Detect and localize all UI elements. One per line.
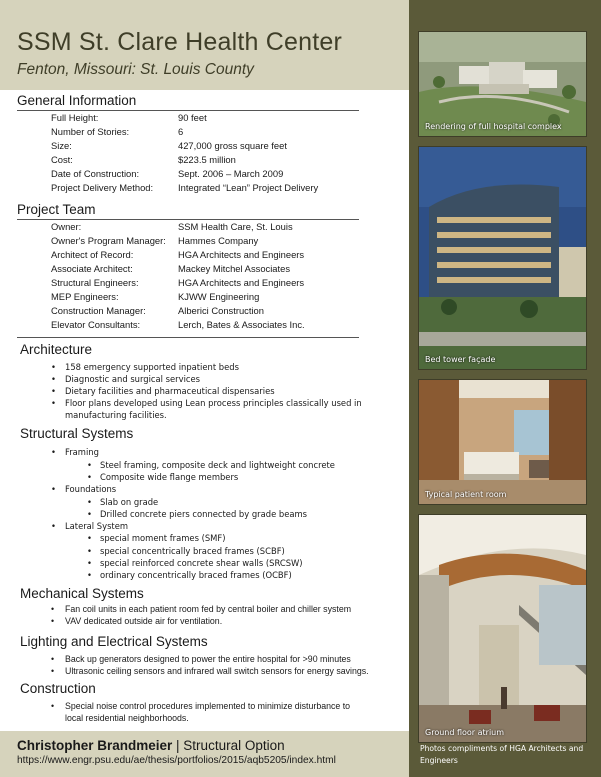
bullet-icon: •	[51, 701, 55, 711]
general-value: 90 feet	[178, 112, 207, 123]
team-row	[0, 319, 409, 333]
general-value: Integrated “Lean” Project Delivery	[178, 182, 319, 193]
lateral-item	[87, 557, 303, 569]
team-value: Mackey Mitchel Associates	[178, 263, 291, 274]
team-row	[0, 249, 409, 263]
framing-group	[51, 446, 99, 458]
team-row	[0, 263, 409, 277]
general-info-rule	[17, 110, 359, 111]
architecture-item-text: Floor plans developed using Lean process principles classically used in	[65, 398, 362, 408]
general-label: Project Delivery Method:	[51, 182, 154, 193]
foundation-item	[87, 508, 308, 520]
bullet-icon: •	[87, 570, 92, 580]
bullet-icon: •	[51, 616, 55, 626]
team-label: Associate Architect:	[51, 263, 133, 274]
bullet-icon: •	[51, 398, 56, 408]
bullet-icon: •	[51, 447, 56, 457]
rendering-caption: Rendering of full hospital complex	[425, 122, 562, 131]
lateral-label: Lateral System	[65, 521, 129, 531]
lateral-item-text: ordinary concentrically braced frames (OCBF)	[100, 570, 292, 580]
team-row	[0, 277, 409, 291]
bullet-icon: •	[51, 521, 56, 531]
tower-caption: Bed tower façade	[425, 355, 496, 364]
mechanical-item	[51, 615, 223, 627]
lateral-item	[87, 569, 292, 581]
photo-patient-room	[418, 379, 587, 505]
bullet-icon: •	[87, 533, 92, 543]
team-label: Owner:	[51, 221, 82, 232]
mechanical-item-text: VAV dedicated outside air for ventilation.	[65, 616, 223, 626]
lateral-item-text: special moment frames (SMF)	[100, 533, 226, 543]
framing-item	[87, 459, 335, 471]
lighting-item	[51, 653, 351, 665]
team-label: Structural Engineers:	[51, 277, 139, 288]
bullet-icon: •	[51, 386, 56, 396]
general-label: Number of Stories:	[51, 126, 130, 137]
architecture-item-continued	[65, 409, 167, 421]
team-value: Lerch, Bates & Associates Inc.	[178, 319, 305, 330]
bullet-icon: •	[51, 362, 56, 372]
framing-item	[87, 471, 239, 483]
mechanical-item	[51, 603, 352, 615]
team-label: Owner's Program Manager:	[51, 235, 166, 246]
lateral-item-text: special reinforced concrete shear walls (SRCSW)	[100, 558, 303, 568]
team-value: HGA Architects and Engineers	[178, 249, 305, 260]
general-row	[0, 140, 409, 154]
architecture-item	[51, 361, 239, 373]
team-value: KJWW Engineering	[178, 291, 260, 302]
photo-tower	[418, 146, 587, 370]
team-value: Alberici Construction	[178, 305, 264, 316]
lateral-item	[87, 532, 226, 544]
bullet-icon: •	[51, 654, 55, 664]
project-team-heading: Project Team	[17, 202, 96, 217]
general-label: Date of Construction:	[51, 168, 140, 179]
mechanical-item-text: Fan coil units in each patient room fed by central boiler and chiller system	[65, 604, 352, 614]
tower-image	[419, 147, 586, 369]
photo-credit: Photos compliments of HGA Architects and Engineers	[420, 744, 584, 765]
architecture-item	[51, 397, 362, 409]
mechanical-heading: Mechanical Systems	[20, 586, 144, 601]
author-line	[17, 738, 285, 753]
page-subtitle: Fenton, Missouri: St. Louis County	[17, 61, 254, 78]
structural-heading: Structural Systems	[20, 426, 134, 441]
lateral-item	[87, 545, 285, 557]
team-value: Hammes Company	[178, 235, 259, 246]
author-name: Christopher Brandmeier	[17, 738, 173, 753]
construction-heading: Construction	[20, 681, 96, 696]
team-row	[0, 305, 409, 319]
general-info-heading: General Information	[17, 93, 137, 108]
general-row	[0, 154, 409, 168]
team-value: SSM Health Care, St. Louis	[178, 221, 293, 232]
project-team-rule	[17, 219, 359, 220]
lighting-item	[51, 665, 369, 677]
bullet-icon: •	[87, 558, 92, 568]
framing-label: Framing	[65, 447, 99, 457]
bullet-icon: •	[87, 497, 92, 507]
architecture-heading: Architecture	[20, 342, 93, 357]
foundation-item-text: Slab on grade	[100, 497, 159, 507]
framing-item-text: Composite wide flange members	[100, 472, 239, 482]
architecture-item-text: Dietary facilities and pharmaceutical dispensaries	[65, 386, 275, 396]
general-row	[0, 112, 409, 126]
architecture-item	[51, 373, 201, 385]
general-row	[0, 182, 409, 196]
foundation-item	[87, 496, 159, 508]
foundations-label: Foundations	[65, 484, 117, 494]
foundations-group	[51, 483, 117, 495]
bullet-icon: •	[87, 460, 92, 470]
lighting-heading: Lighting and Electrical Systems	[20, 634, 208, 649]
author-option: | Structural Option	[172, 738, 285, 753]
patient-room-image	[419, 380, 586, 504]
rendering-image	[419, 32, 586, 136]
team-row	[0, 235, 409, 249]
foundation-item-text: Drilled concrete piers connected by grade beams	[100, 509, 308, 519]
lighting-item-text: Back up generators designed to power the entire hospital for >90 minutes	[65, 654, 351, 664]
construction-item	[51, 700, 351, 712]
photo-rendering	[418, 31, 587, 137]
construction-item-text: Special noise control procedures implemented to minimize disturbance to	[65, 701, 351, 711]
portfolio-url[interactable]: https://www.engr.psu.edu/ae/thesis/portfolios/2015/aqb5205/index.html	[17, 755, 336, 766]
page-title: SSM St. Clare Health Center	[17, 28, 342, 56]
architecture-item	[51, 385, 275, 397]
team-row	[0, 291, 409, 305]
patient-room-caption: Typical patient room	[425, 490, 507, 499]
lighting-item-text: Ultrasonic ceiling sensors and infrared wall switch sensors for energy savings.	[65, 666, 369, 676]
bullet-icon: •	[51, 604, 55, 614]
general-value: Sept. 2006 – March 2009	[178, 168, 284, 179]
atrium-caption: Ground floor atrium	[425, 728, 505, 737]
lateral-item-text: special concentrically braced frames (SCBF)	[100, 546, 285, 556]
construction-item-text: local residential neighborhoods.	[65, 713, 189, 723]
general-row	[0, 126, 409, 140]
general-label: Size:	[51, 140, 72, 151]
team-label: MEP Engineers:	[51, 291, 119, 302]
lateral-group	[51, 520, 129, 532]
construction-item-continued	[65, 712, 189, 724]
bullet-icon: •	[87, 509, 92, 519]
bullet-icon: •	[87, 546, 92, 556]
general-row	[0, 168, 409, 182]
bullet-icon: •	[51, 666, 55, 676]
bullet-icon: •	[51, 484, 56, 494]
team-label: Elevator Consultants:	[51, 319, 141, 330]
general-label: Cost:	[51, 154, 73, 165]
team-label: Architect of Record:	[51, 249, 134, 260]
photo-atrium	[418, 514, 587, 743]
general-label: Full Height:	[51, 112, 99, 123]
general-value: $223.5 million	[178, 154, 236, 165]
team-label: Construction Manager:	[51, 305, 146, 316]
bullet-icon: •	[51, 374, 56, 384]
framing-item-text: Steel framing, composite deck and lightweight concrete	[100, 460, 335, 470]
architecture-item-text: manufacturing facilities.	[65, 410, 167, 420]
atrium-image	[419, 515, 586, 742]
general-value: 6	[178, 126, 184, 137]
bullet-icon: •	[87, 472, 92, 482]
general-value: 427,000 gross square feet	[178, 140, 287, 151]
project-team-bottom-rule	[17, 337, 359, 338]
architecture-item-text: Diagnostic and surgical services	[65, 374, 201, 384]
team-value: HGA Architects and Engineers	[178, 277, 305, 288]
architecture-item-text: 158 emergency supported inpatient beds	[65, 362, 239, 372]
team-row	[0, 221, 409, 235]
